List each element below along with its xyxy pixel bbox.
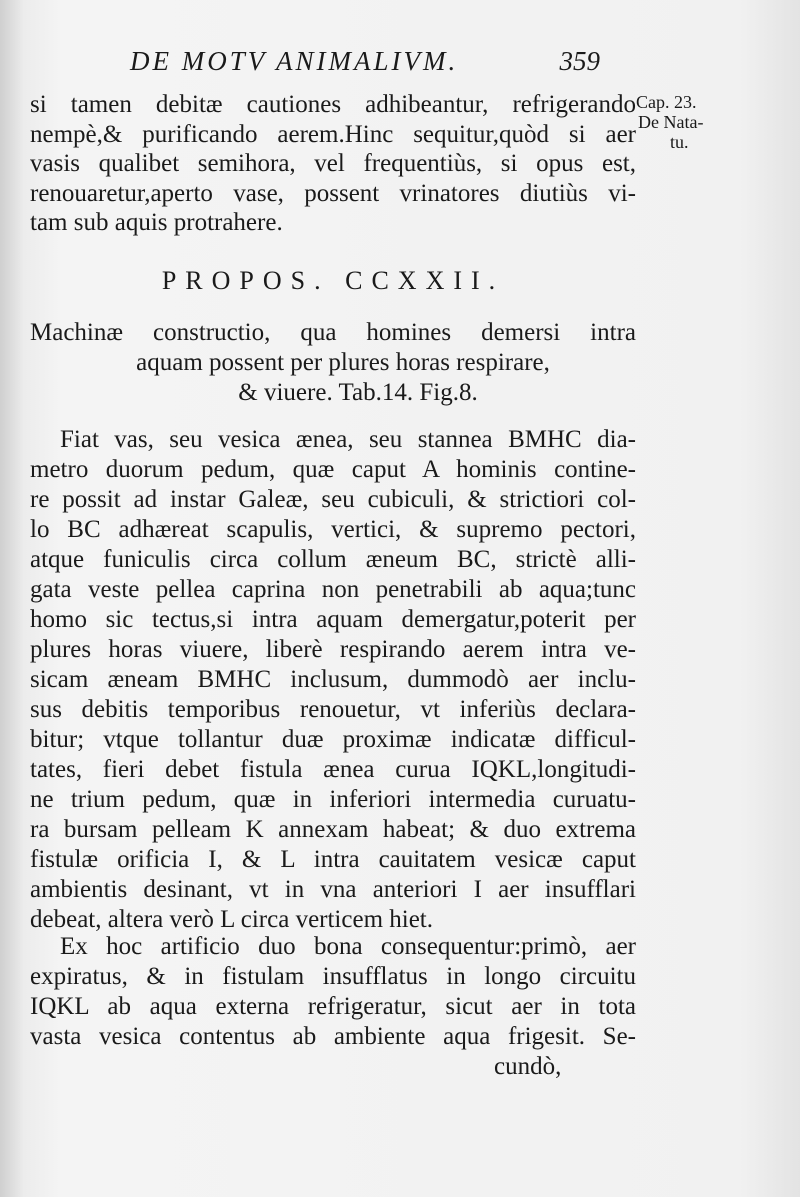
margin-note-line: De Nata- — [638, 112, 704, 132]
text-line: plures horas viuere, liberè respirando aerem intra ve- — [30, 636, 636, 663]
text-line: si tamen debitæ cautiones adhibeantur, refrigerando — [30, 91, 636, 118]
text-line: vasta vesica contentus ab ambiente aqua frigesit. Se- — [30, 1023, 636, 1050]
text-line: metro duorum pedum, quæ caput A hominis contine- — [30, 456, 636, 483]
margin-note-line: Cap. 23. — [636, 92, 697, 112]
text-line: homo sic tectus,si intra aquam demergatur,poterit per — [30, 606, 636, 633]
title-line: aquam possent per plures horas respirare, — [136, 349, 550, 376]
paragraph-intro — [30, 90, 636, 238]
margin-note-line: tu. — [670, 132, 689, 152]
text-line: sicam æneam BMHC inclusum, dummodò aer inclu- — [30, 666, 636, 693]
paragraph-fiat-vas — [30, 425, 636, 935]
paragraph-ex-hoc — [30, 932, 636, 1052]
text-line: renouaretur,aperto vase, possent vrinatores diutiùs vi- — [30, 179, 636, 207]
title-line: Machinæ constructio, qua homines demersi intra — [30, 319, 636, 346]
text-line: expiratus, & in fistulam insufflatus in longo circuitu — [30, 963, 636, 990]
text-line: nempè,& purificando aerem.Hinc sequitur,quòd si aer — [30, 120, 636, 148]
title-line: & viuere. Tab.14. Fig.8. — [238, 379, 478, 406]
text-line: ambientis desinant, vt in vna anteriori I aer insufflari — [30, 876, 636, 903]
proposition-title — [30, 318, 636, 408]
text-line: bitur; vtque tollantur duæ proximæ indicatæ difficul- — [30, 726, 636, 753]
text-line: Ex hoc artificio duo bona consequentur:primò, aer — [60, 933, 636, 960]
text-line: atque funiculis circa collum æneum BC, strictè alli- — [30, 546, 636, 573]
text-line: tam sub aquis protrahere. — [30, 209, 283, 236]
text-line: ra bursam pelleam K annexam habeat; & duo extrema — [30, 816, 636, 843]
text-line: fistulæ orificia I, & L intra cauitatem vesicæ caput — [30, 846, 636, 873]
page-header — [60, 42, 630, 82]
page-number: 359 — [559, 46, 600, 76]
text-line: re possit ad instar Galeæ, seu cubiculi, & strictiori col- — [30, 486, 636, 513]
text-line: Fiat vas, seu vesica ænea, seu stannea BMHC dia- — [60, 426, 636, 453]
running-title: DE MOTV ANIMALIVM. — [130, 46, 459, 76]
body-text — [30, 90, 636, 1080]
text-line: debeat, altera verò L circa verticem hiet. — [30, 906, 434, 933]
text-line: sus debitis temporibus renouetur, vt inferiùs declara- — [30, 696, 636, 723]
text-line: vasis qualibet semihora, vel frequentiùs, si opus est, — [30, 150, 636, 177]
margin-note — [636, 92, 756, 152]
text-line: lo BC adhæreat scapulis, vertici, & supremo pectori, — [30, 516, 636, 543]
catchword: cundò, — [494, 1053, 562, 1080]
text-line: ne trium pedum, quæ in inferiori intermedia curuatu- — [30, 786, 636, 813]
proposition-heading: PROPOS. CCXXII. — [161, 266, 505, 295]
text-line: IQKL ab aqua externa refrigeratur, sicut aer in tota — [30, 993, 636, 1020]
text-line: gata veste pellea caprina non penetrabili ab aqua;tunc — [30, 576, 636, 603]
text-line: tates, fieri debet fistula ænea curua IQKL,longitudi- — [30, 756, 636, 783]
